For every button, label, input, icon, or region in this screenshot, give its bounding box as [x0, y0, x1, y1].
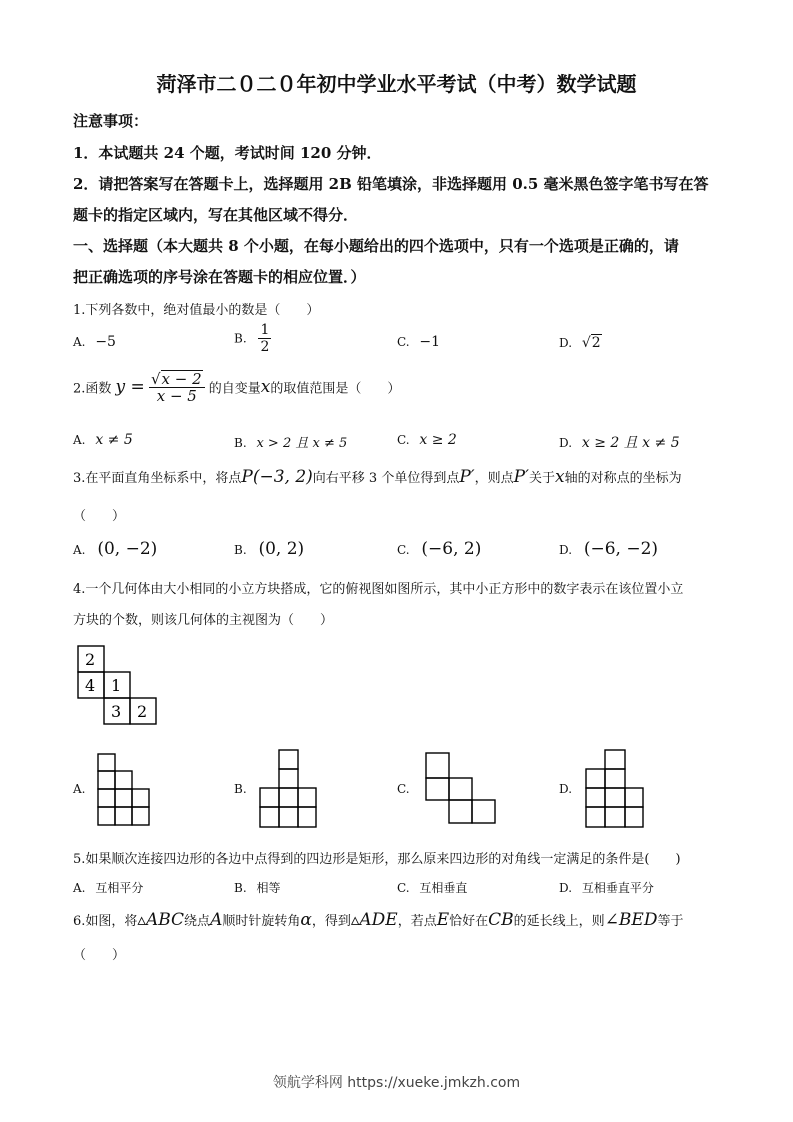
q3-x: x	[555, 467, 565, 487]
q4-option-c-figure	[424, 751, 498, 827]
q2-option-d	[559, 432, 680, 452]
q3-option-b	[234, 539, 304, 559]
grid-cell-r1c1	[78, 646, 104, 672]
q3-c-label: C.	[397, 543, 410, 557]
q3-b-value: (0, 2)	[258, 539, 305, 559]
section1-line2: 把正确选项的序号涂在答题卡的相应位置．）	[73, 268, 366, 286]
q3-option-d	[559, 539, 658, 559]
q3-s1: 3.在平面直角坐标系中，将点	[73, 471, 242, 486]
q1-d-label: D.	[559, 336, 573, 350]
q5-b-value: 相等	[256, 881, 281, 895]
q3-s4: 关于	[528, 471, 555, 486]
q5-option-b	[234, 879, 280, 896]
q6-alpha: α	[300, 910, 312, 930]
q1-d-sqrt-sign: √	[581, 335, 591, 351]
q5-option-c	[397, 879, 467, 896]
q4-option-a-figure	[96, 752, 152, 828]
q5-option-a	[73, 879, 143, 896]
q1-option-d	[559, 334, 602, 351]
q2-stem-post-b: 的取值范围是（ ）	[270, 381, 401, 397]
q5-d-value: 互相垂直平分	[581, 881, 654, 895]
q2-d-value: x ≥ 2 且 x ≠ 5	[581, 435, 680, 451]
section1-line1: 一、选择题（本大题共 8 个小题，在每小题给出的四个选项中，只有一个选项是正确的，请	[73, 237, 679, 255]
q6-s1: 6.如图，将	[73, 914, 138, 929]
q6-s5: ，若点	[397, 914, 437, 929]
grid-value-5: 2	[137, 702, 148, 721]
notice-item-1: 1．本试题共 24 个题，考试时间 120 分钟．	[73, 144, 382, 162]
q3-option-a	[73, 539, 157, 559]
q2-a-label: A.	[73, 433, 86, 447]
q3-s2: 向右平移 3 个单位得到点	[312, 471, 460, 486]
q6-point-a: A	[210, 910, 223, 930]
q6-s7: 的延长线上，则	[513, 914, 605, 929]
q6-tri-ade: ▵ADE	[350, 910, 398, 930]
q5-d-label: D.	[559, 881, 573, 895]
q2-option-c	[397, 432, 457, 448]
q6-s3: 顺时针旋转角	[222, 914, 301, 929]
q3-pprime-1: P′	[459, 467, 475, 487]
q2-x: x	[260, 377, 271, 397]
grid-cell-r2c1	[78, 672, 104, 698]
q1-option-c	[397, 334, 440, 350]
q3-point: P(−3, 2)	[241, 467, 313, 487]
q2-stem-pre: 2.函数	[73, 381, 112, 397]
q3-a-label: A.	[73, 543, 86, 557]
q4-b-label: B.	[234, 782, 247, 796]
page-title: 菏泽市二０二０年初中学业水平考试（中考）数学试题	[156, 72, 637, 96]
q3-option-c	[397, 539, 481, 559]
q1-d-value: 2	[591, 335, 601, 351]
q6-angle: ∠BED	[604, 910, 658, 930]
q5-c-label: C.	[397, 881, 410, 895]
q5-option-d	[559, 879, 654, 896]
q3-pprime-2: P′	[513, 467, 529, 487]
q6-s4: ，得到	[311, 914, 351, 929]
notice-heading: 注意事项：	[73, 112, 149, 130]
q6-s8: 等于	[657, 914, 684, 929]
q3-s5: 轴的对称点的坐标为	[564, 471, 682, 486]
grid-value-3: 1	[111, 676, 122, 695]
q1-b-den: 2	[260, 339, 270, 355]
q5-stem: 5.如果顺次连接四边形的各边中点得到的四边形是矩形，那么原来四边形的对角线一定满足的条件是( )	[73, 852, 681, 867]
q4-option-b-figure	[258, 748, 318, 830]
q1-a-label: A.	[73, 335, 86, 349]
q1-option-b	[234, 322, 271, 355]
q4-d-label: D.	[559, 782, 573, 796]
q2-numerator	[149, 370, 205, 388]
q1-b-label: B.	[234, 331, 247, 346]
q3-a-value: (0, −2)	[97, 539, 158, 559]
q4-a-label: A.	[73, 782, 86, 796]
q5-a-value: 互相平分	[95, 881, 144, 895]
q2-a-value: x ≠ 5	[95, 432, 133, 448]
q2-stem	[73, 370, 400, 404]
grid-cell-r2c2	[104, 672, 130, 698]
q1-b-fraction	[258, 322, 271, 355]
q1-c-value: −1	[419, 334, 441, 350]
q3-d-value: (−6, −2)	[583, 539, 659, 559]
q2-num: x − 2	[161, 370, 202, 388]
q2-y: y =	[115, 377, 145, 397]
q6-point-e: E	[436, 910, 450, 930]
q4-stem-line2: 方块的个数，则该几何体的主视图为（ ）	[73, 613, 334, 628]
notice-item-2b: 题卡的指定区域内，写在其他区域不得分．	[73, 206, 359, 224]
q2-fraction	[149, 370, 205, 404]
q4-option-d-figure	[584, 748, 646, 830]
grid-cell-r3c3	[130, 698, 156, 724]
q1-c-label: C.	[397, 335, 410, 349]
q1-option-a	[73, 334, 116, 350]
q6-cb: CB	[488, 910, 514, 930]
q6-stem-line1	[73, 910, 683, 930]
q2-d-label: D.	[559, 436, 573, 450]
grid-value-1: 2	[85, 650, 96, 669]
q2-c-value: x ≥ 2	[419, 432, 457, 448]
q2-c-label: C.	[397, 433, 410, 447]
q1-stem: 1.下列各数中，绝对值最小的数是（ ）	[73, 303, 320, 318]
footer-watermark: 领航学科网 https://xueke.jmkzh.com	[272, 1075, 521, 1091]
q2-b-value: x > 2 且 x ≠ 5	[256, 436, 348, 451]
notice-item-2a: 2．请把答案写在答题卡上，选择题用 2B 铅笔填涂，非选择题用 0.5 毫米黑色签字笔书写在答	[73, 175, 709, 193]
q6-s2: 绕点	[184, 914, 211, 929]
q5-a-label: A.	[73, 881, 86, 895]
q1-a-value: −5	[95, 334, 116, 350]
q5-b-label: B.	[234, 881, 247, 895]
q2-b-label: B.	[234, 436, 247, 450]
grid-cell-r3c2	[104, 698, 130, 724]
q3-d-label: D.	[559, 543, 573, 557]
q3-b-label: B.	[234, 543, 247, 557]
grid-value-2: 4	[85, 676, 96, 695]
q3-c-value: (−6, 2)	[421, 539, 482, 559]
q3-stem-line2: （ ）	[73, 509, 126, 524]
q3-stem-line1	[73, 467, 682, 487]
q5-c-value: 互相垂直	[419, 881, 468, 895]
q2-den: x − 5	[156, 387, 197, 405]
q4-top-view-grid	[76, 644, 160, 726]
q6-s6: 恰好在	[449, 914, 489, 929]
q4-stem-line1: 4.一个几何体由大小相同的小立方块搭成，它的俯视图如图所示，其中小正方形中的数字表示在该位置小立	[73, 582, 684, 597]
q6-stem-line2: （ ）	[73, 948, 126, 963]
q1-b-num: 1	[260, 322, 270, 338]
q2-option-a	[73, 432, 133, 448]
q2-stem-post-a: 的自变量	[208, 381, 261, 397]
q2-option-b	[234, 432, 347, 451]
q2-sqrt-sign: √	[150, 370, 161, 388]
q6-tri-abc: ▵ABC	[137, 910, 185, 930]
q3-s3: ，则点	[474, 471, 514, 486]
grid-value-4: 3	[111, 702, 122, 721]
q4-c-label: C.	[397, 782, 410, 796]
